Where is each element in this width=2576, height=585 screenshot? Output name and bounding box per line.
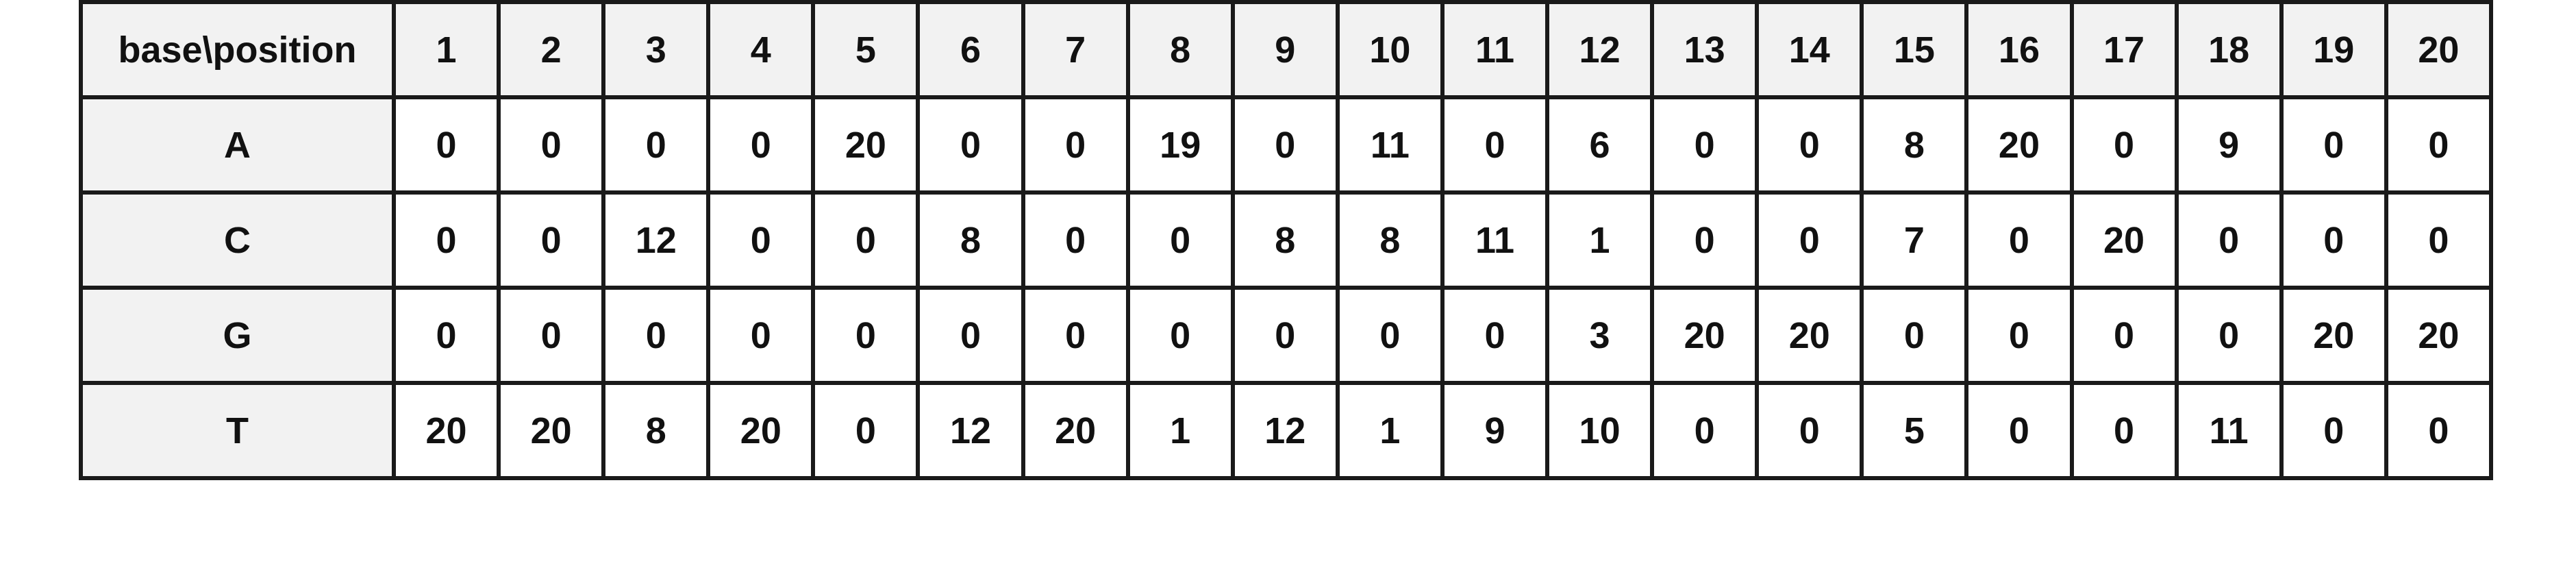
position-frequency-table <box>79 0 2493 480</box>
position-header: 6 <box>918 2 1023 97</box>
position-header: 13 <box>1652 2 1757 97</box>
count-cell: 0 <box>918 288 1023 383</box>
count-cell: 0 <box>499 288 603 383</box>
count-cell: 12 <box>918 383 1023 478</box>
count-cell: 0 <box>2177 192 2281 288</box>
count-cell: 0 <box>1652 192 1757 288</box>
count-cell: 0 <box>708 288 813 383</box>
count-cell: 20 <box>394 383 499 478</box>
base-label: T <box>81 383 394 478</box>
count-cell: 1 <box>1547 192 1652 288</box>
base-label: G <box>81 288 394 383</box>
count-cell: 11 <box>1338 97 1442 192</box>
position-header: 12 <box>1547 2 1652 97</box>
count-cell: 0 <box>2281 383 2386 478</box>
count-cell: 0 <box>2072 383 2177 478</box>
position-header: 18 <box>2177 2 2281 97</box>
count-cell: 0 <box>603 97 708 192</box>
count-cell: 0 <box>813 288 918 383</box>
position-header: 5 <box>813 2 918 97</box>
position-header: 2 <box>499 2 603 97</box>
count-cell: 0 <box>1862 288 1966 383</box>
count-cell: 0 <box>2177 288 2281 383</box>
count-cell: 0 <box>1023 288 1128 383</box>
count-cell: 0 <box>1023 192 1128 288</box>
position-header: 10 <box>1338 2 1442 97</box>
table-row <box>81 97 2491 192</box>
count-cell: 20 <box>1652 288 1757 383</box>
base-label: C <box>81 192 394 288</box>
count-cell: 11 <box>2177 383 2281 478</box>
corner-header: base\position <box>81 2 394 97</box>
count-cell: 0 <box>394 288 499 383</box>
header-row <box>81 2 2491 97</box>
count-cell: 20 <box>1023 383 1128 478</box>
position-header: 9 <box>1233 2 1338 97</box>
count-cell: 7 <box>1862 192 1966 288</box>
count-cell: 0 <box>2072 97 2177 192</box>
position-frequency-table-container <box>79 0 2493 480</box>
count-cell: 0 <box>1128 288 1233 383</box>
count-cell: 8 <box>603 383 708 478</box>
count-cell: 0 <box>1652 383 1757 478</box>
count-cell: 20 <box>2072 192 2177 288</box>
count-cell: 20 <box>708 383 813 478</box>
count-cell: 0 <box>603 288 708 383</box>
count-cell: 5 <box>1862 383 1966 478</box>
count-cell: 0 <box>1442 97 1547 192</box>
count-cell: 0 <box>1128 192 1233 288</box>
count-cell: 0 <box>2386 192 2491 288</box>
table-row <box>81 383 2491 478</box>
count-cell: 0 <box>1233 97 1338 192</box>
count-cell: 0 <box>1757 97 1862 192</box>
count-cell: 20 <box>1757 288 1862 383</box>
count-cell: 0 <box>708 192 813 288</box>
table-body <box>81 97 2491 478</box>
count-cell: 1 <box>1128 383 1233 478</box>
position-header: 3 <box>603 2 708 97</box>
count-cell: 0 <box>394 192 499 288</box>
count-cell: 0 <box>1023 97 1128 192</box>
count-cell: 0 <box>918 97 1023 192</box>
count-cell: 0 <box>1966 383 2071 478</box>
count-cell: 0 <box>2281 192 2386 288</box>
base-label: A <box>81 97 394 192</box>
count-cell: 20 <box>1966 97 2071 192</box>
count-cell: 1 <box>1338 383 1442 478</box>
count-cell: 0 <box>708 97 813 192</box>
count-cell: 0 <box>2386 383 2491 478</box>
count-cell: 19 <box>1128 97 1233 192</box>
count-cell: 20 <box>2386 288 2491 383</box>
count-cell: 8 <box>918 192 1023 288</box>
count-cell: 20 <box>499 383 603 478</box>
count-cell: 0 <box>813 383 918 478</box>
position-header: 19 <box>2281 2 2386 97</box>
count-cell: 3 <box>1547 288 1652 383</box>
count-cell: 0 <box>2281 97 2386 192</box>
count-cell: 8 <box>1233 192 1338 288</box>
count-cell: 0 <box>1757 383 1862 478</box>
count-cell: 0 <box>1442 288 1547 383</box>
count-cell: 0 <box>1757 192 1862 288</box>
position-header: 15 <box>1862 2 1966 97</box>
count-cell: 0 <box>1966 288 2071 383</box>
count-cell: 6 <box>1547 97 1652 192</box>
count-cell: 9 <box>1442 383 1547 478</box>
count-cell: 0 <box>2386 97 2491 192</box>
position-header: 20 <box>2386 2 2491 97</box>
count-cell: 0 <box>1233 288 1338 383</box>
count-cell: 0 <box>1652 97 1757 192</box>
position-header: 4 <box>708 2 813 97</box>
count-cell: 11 <box>1442 192 1547 288</box>
position-header: 1 <box>394 2 499 97</box>
count-cell: 0 <box>499 192 603 288</box>
position-header: 16 <box>1966 2 2071 97</box>
count-cell: 10 <box>1547 383 1652 478</box>
count-cell: 12 <box>603 192 708 288</box>
count-cell: 0 <box>1966 192 2071 288</box>
position-header: 8 <box>1128 2 1233 97</box>
position-header: 14 <box>1757 2 1862 97</box>
count-cell: 0 <box>2072 288 2177 383</box>
position-header: 11 <box>1442 2 1547 97</box>
table-row <box>81 288 2491 383</box>
count-cell: 12 <box>1233 383 1338 478</box>
count-cell: 0 <box>394 97 499 192</box>
position-header: 17 <box>2072 2 2177 97</box>
count-cell: 20 <box>2281 288 2386 383</box>
count-cell: 8 <box>1338 192 1442 288</box>
count-cell: 8 <box>1862 97 1966 192</box>
count-cell: 0 <box>499 97 603 192</box>
count-cell: 0 <box>1338 288 1442 383</box>
position-header: 7 <box>1023 2 1128 97</box>
count-cell: 20 <box>813 97 918 192</box>
count-cell: 9 <box>2177 97 2281 192</box>
table-row <box>81 192 2491 288</box>
count-cell: 0 <box>813 192 918 288</box>
